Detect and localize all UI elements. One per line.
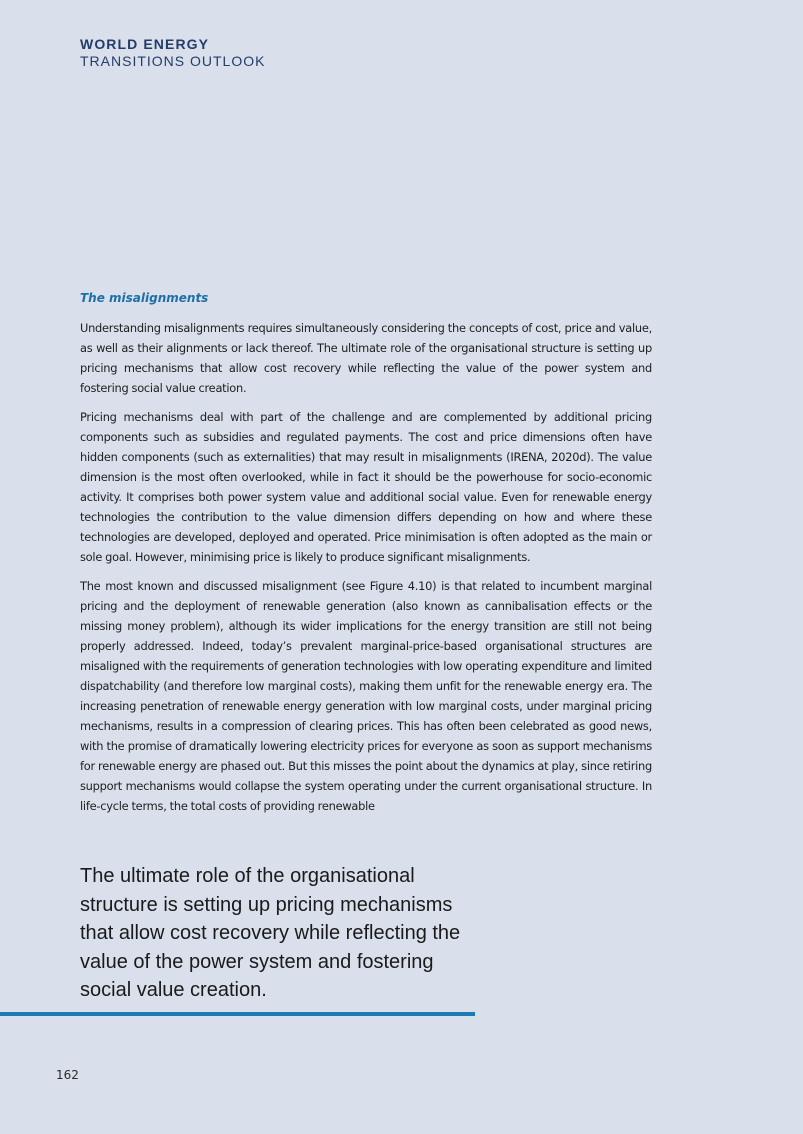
paragraph: Pricing mechanisms deal with part of the challenge and are complemented by additional pricing components such as subsidies and regulated payments. The cost and price dimensions often have hidden components (such as externalities) that may result in misalignments (IRENA, 2020d). The value dimension is the most often overlooked, while in fact it should be the powerhouse for socio-economic activity. It comprises both power system value and additional social value. Even for renewable energy technologies the contribution to the value dimension differs depending on how and where these technologies are developed, deployed and operated. Price minimisation is often adopted as the main or sole goal. However, minimising price is likely to produce significant misalignments.	[80, 410, 652, 564]
section-heading: The misalignments	[80, 291, 209, 305]
pull-quote: The ultimate role of the organisational structure is setting up pricing mechanisms that allow cost recovery while reflecting the value of the power system and fostering social value creation.	[80, 865, 461, 1001]
document-header	[80, 36, 265, 70]
body-text	[80, 318, 652, 825]
page-number: 162	[56, 1068, 79, 1082]
header-subtitle: TRANSITIONS OUTLOOK	[80, 53, 266, 69]
header-title: WORLD ENERGY	[80, 36, 210, 52]
paragraph: Understanding misalignments requires simultaneously considering the concepts of cost, price and value, as well as their alignments or lack thereof. The ultimate role of the organisational structure is setting up pricing mechanisms that allow cost recovery while reflecting the value of the power system and fostering social value creation.	[80, 321, 652, 395]
pull-quote-rule	[0, 1012, 475, 1016]
paragraph: The most known and discussed misalignment (see Figure 4.10) is that related to incumbent marginal pricing and the deployment of renewable generation (also known as cannibalisation effects or the missing money problem), although its wider implications for the energy transition are still not being properly addressed. Indeed, today’s prevalent marginal-price-based organisational structures are misaligned with the requirements of generation technologies with low operating expenditure and limited dispatchability (and therefore low marginal costs), making them unfit for the renewable energy era. The increasing penetration of renewable energy generation with low marginal costs, under marginal pricing mechanisms, results in a compression of clearing prices. This has often been celebrated as good news, with the promise of dramatically lowering electricity prices for everyone as soon as support mechanisms for renewable energy are phased out. But this misses the point about the dynamics at play, since retiring support mechanisms would collapse the system operating under the current organisational structure. In life-cycle terms, the total costs of providing renewable	[80, 579, 652, 813]
